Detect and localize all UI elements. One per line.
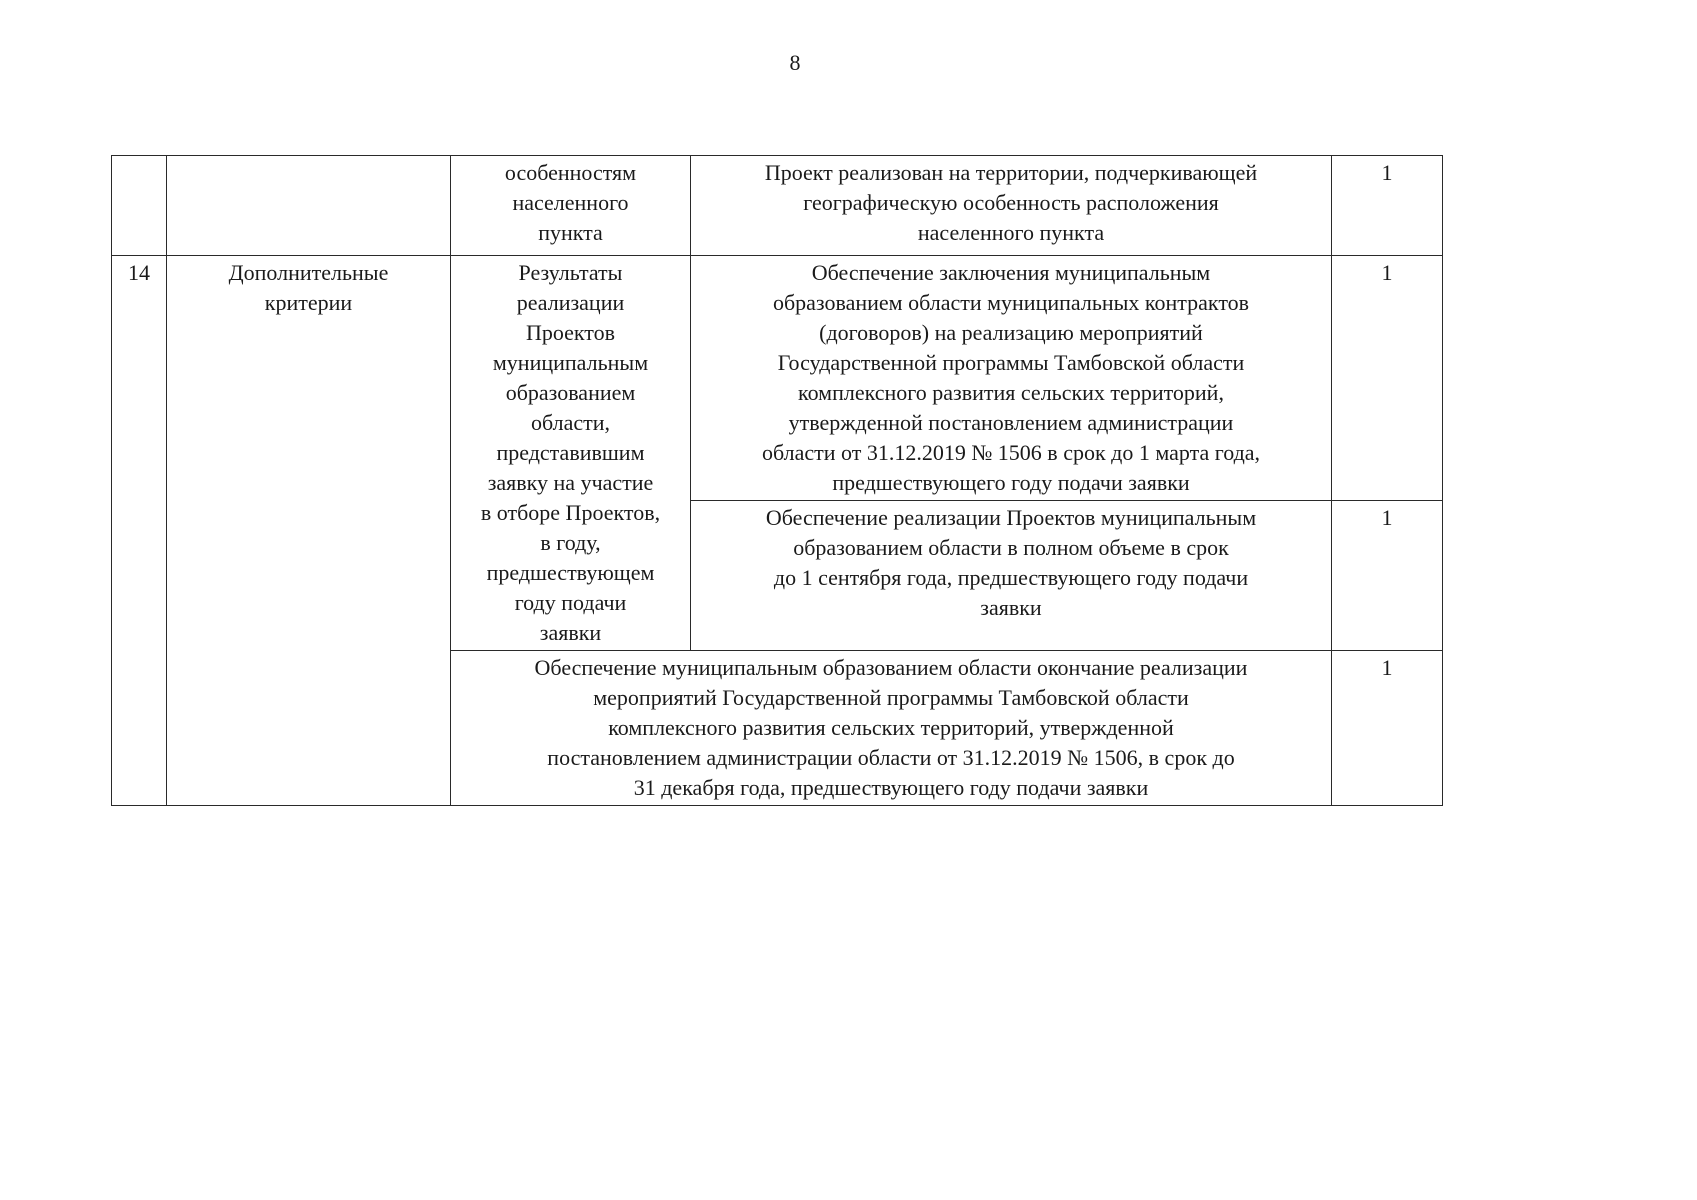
score-cell: 1 (1332, 256, 1443, 501)
row-number-cell: 14 (112, 256, 167, 806)
score-cell: 1 (1332, 651, 1443, 806)
score-cell: 1 (1332, 501, 1443, 651)
indicator-cell: особенностям населенного пункта (451, 156, 691, 256)
description-cell: Проект реализован на территории, подчеркивающей географическую особенность расположения населенного пункта (691, 156, 1332, 256)
row-number-cell (112, 156, 167, 256)
criteria-table (111, 155, 1443, 806)
merged-description-cell: Обеспечение муниципальным образованием области окончание реализации мероприятий Государственной программы Тамбовской области комплексного развития сельских территорий, утвержденной постановлением администрации области от 31.12.2019 № 1506, в срок до 31 декабря года, предшествующего году подачи заявки (451, 651, 1332, 806)
table-row-continuation (112, 156, 1443, 256)
description-cell: Обеспечение реализации Проектов муниципальным образованием области в полном объеме в срок до 1 сентября года, предшествующего году подачи заявки (691, 501, 1332, 651)
indicator-cell: Результаты реализации Проектов муниципальным образованием области, представившим заявку на участие в отборе Проектов, в году, предшествующем году подачи заявки (451, 256, 691, 651)
criterion-cell (167, 156, 451, 256)
page-number: 8 (789, 50, 801, 75)
table-row-14-item-1 (112, 256, 1443, 501)
criterion-cell: Дополнительные критерии (167, 256, 451, 806)
score-cell: 1 (1332, 156, 1443, 256)
description-cell: Обеспечение заключения муниципальным образованием области муниципальных контрактов (договоров) на реализацию мероприятий Государственной программы Тамбовской области комплексного развития сельских территорий, утвержденной постановлением администрации области от 31.12.2019 № 1506 в срок до 1 марта года, предшествующего году подачи заявки (691, 256, 1332, 501)
